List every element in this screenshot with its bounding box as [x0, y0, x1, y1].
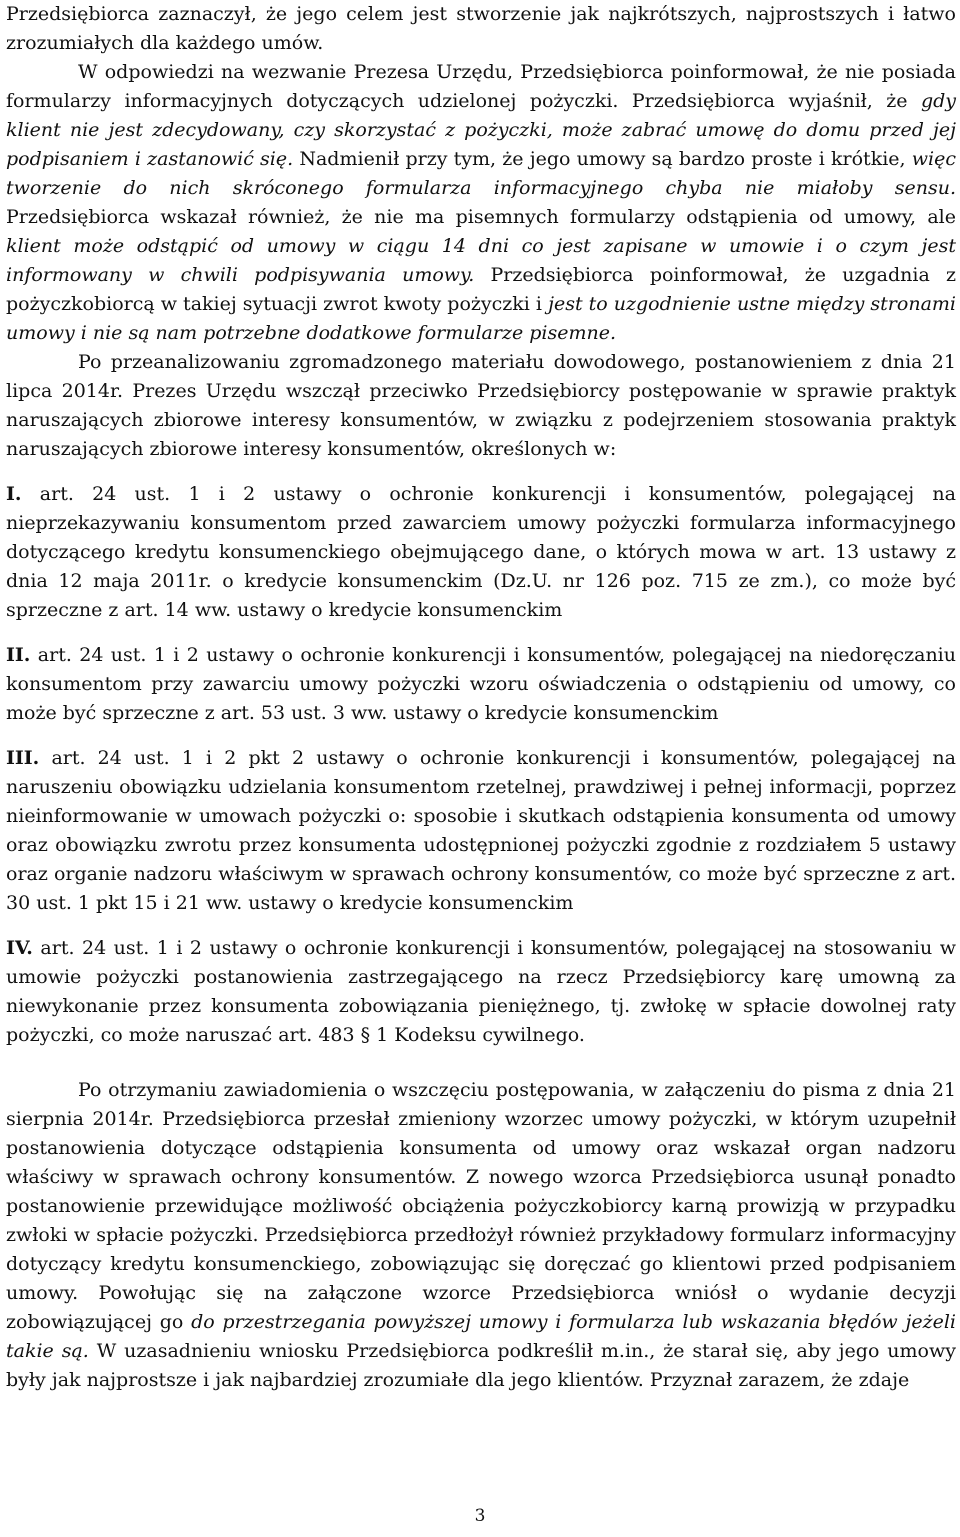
text-segment: Nadmienił przy tym, że jego umowy są bardzo proste i krótkie,	[293, 148, 912, 170]
charge-text: art. 24 ust. 1 i 2 ustawy o ochronie konkurencji i konsumentów, polegającej na niedoręczaniu konsumentom przy zawarciu umowy pożyczki wzoru oświadczenia o odstąpieniu od umowy, co może być sprzeczne z art. 53 ust. 3 ww. ustawy o kredycie konsumenckim	[6, 644, 956, 724]
charge-numeral: III.	[6, 747, 40, 769]
charge-numeral: II.	[6, 644, 31, 666]
text-segment: Po otrzymaniu zawiadomienia o wszczęciu postępowania, w załączeniu do pisma z dnia 21 sierpnia 2014r. Przedsiębiorca przesłał zmieniony wzorzec umowy pożyczki, w którym uzupełnił postanowienia dotyczące odstąpienia konsumenta od umowy oraz wskazał organ nadzoru właściwy w sprawach ochrony konsumentów. Z nowego wzorca Przedsiębiorca usunął ponadto postanowienie przewidujące możliwość obciążenia pożyczkobiorcy karną prowizją w przypadku zwłoki w spłacie pożyczki. Przedsiębiorca przedłożył również przykładowy formularz informacyjny dotyczący kredytu konsumenckiego, zobowiązując się doręczać go klientowi przed podpisaniem umowy. Powołując się na załączone wzorce Przedsiębiorca wniósł o wydanie decyzji zobowiązującej go	[6, 1079, 956, 1333]
text-segment: Przedsiębiorca wskazał również, że nie ma pisemnych formularzy odstąpienia od umowy, ale	[6, 206, 956, 228]
paragraph-closing	[6, 1076, 956, 1395]
paragraph-proceedings	[6, 348, 956, 464]
paragraph-response	[6, 58, 956, 348]
italic-quote: jest to uzgodnienie ustne między stronami umowy i nie są nam potrzebne dodatkowe formularze pisemne.	[6, 293, 956, 344]
italic-quote: gdy klient nie jest zdecydowany, czy skorzystać z pożyczki, może zabrać umowę do domu przed jej podpisaniem i zastanowić się.	[6, 90, 956, 170]
charge-text: art. 24 ust. 1 i 2 ustawy o ochronie konkurencji i konsumentów, polegającej na stosowaniu w umowie pożyczki postanowienia zastrzegającego na rzecz Przedsiębiorcy karę umowną za niewykonanie przez konsumenta zobowiązania pieniężnego, tj. zwłokę w spłacie dowolnej raty pożyczki, co może naruszać art. 483 § 1 Kodeksu cywilnego.	[6, 937, 956, 1046]
paragraph-intro	[6, 0, 956, 58]
text-segment: W uzasadnieniu wniosku Przedsiębiorca podkreślił m.in., że starał się, aby jego umowy były jak najprostsze i jak najbardziej zrozumiałe dla jego klientów. Przyznał zarazem, że zdaje	[6, 1340, 956, 1391]
italic-quote: klient może odstąpić od umowy w ciągu 14 dni co jest zapisane w umowie i o czym jest informowany w chwili podpisywania umowy.	[6, 235, 956, 286]
page-number: 3	[474, 1506, 486, 1526]
italic-quote: więc tworzenie do nich skróconego formularza informacyjnego chyba nie miałoby sensu.	[6, 148, 956, 199]
charge-item-4	[6, 934, 956, 1050]
charge-text: art. 24 ust. 1 i 2 pkt 2 ustawy o ochronie konkurencji i konsumentów, polegającej na naruszeniu obowiązku udzielania konsumentom rzetelnej, prawdziwej i pełnej informacji, poprzez nieinformowanie w umowach pożyczki o: sposobie i skutkach odstąpienia konsumenta od umowy oraz obowiązku zwrotu przez konsumenta udostępnionej pożyczki zgodnie z rozdziałem 5 ustawy oraz organie nadzoru właściwym w sprawach ochrony konsumentów, co może być sprzeczne z art. 30 ust. 1 pkt 15 i 21 ww. ustawy o kredycie konsumenckim	[6, 747, 956, 914]
charge-numeral: I.	[6, 483, 22, 505]
charge-numeral: IV.	[6, 937, 33, 959]
document-body	[6, 0, 956, 1395]
charge-item-1	[6, 480, 956, 625]
text-segment: W odpowiedzi na wezwanie Prezesa Urzędu, Przedsiębiorca poinformował, że nie posiada formularzy informacyjnych dotyczących udzielonej pożyczki. Przedsiębiorca wyjaśnił, że	[6, 61, 956, 112]
charge-text: art. 24 ust. 1 i 2 ustawy o ochronie konkurencji i konsumentów, polegającej na nieprzekazywaniu konsumentom przed zawarciem umowy pożyczki formularza informacyjnego dotyczącego kredytu konsumenckiego obejmującego dane, o których mowa w art. 13 ustawy z dnia 12 maja 2011r. o kredycie konsumenckim (Dz.U. nr 126 poz. 715 ze zm.), co może być sprzeczne z art. 14 ww. ustawy o kredycie konsumenckim	[6, 483, 956, 621]
text-segment: Po przeanalizowaniu zgromadzonego materiału dowodowego, postanowieniem z dnia 21 lipca 2014r. Prezes Urzędu wszczął przeciwko Przedsiębiorcy postępowanie w sprawie praktyk naruszających zbiorowe interesy konsumentów, w związku z podejrzeniem stosowania praktyk naruszających zbiorowe interesy konsumentów, określonych w:	[6, 351, 956, 460]
charge-item-2	[6, 641, 956, 728]
text-segment: Przedsiębiorca zaznaczył, że jego celem jest stworzenie jak najkrótszych, najprostszych i łatwo zrozumiałych dla każdego umów.	[6, 3, 956, 54]
italic-quote: do przestrzegania powyższej umowy i formularza lub wskazania błędów jeżeli takie są.	[6, 1311, 956, 1362]
charge-item-3	[6, 744, 956, 918]
text-segment: Przedsiębiorca poinformował, że uzgadnia z pożyczkobiorcą w takiej sytuacji zwrot kwoty pożyczki i	[6, 264, 956, 315]
